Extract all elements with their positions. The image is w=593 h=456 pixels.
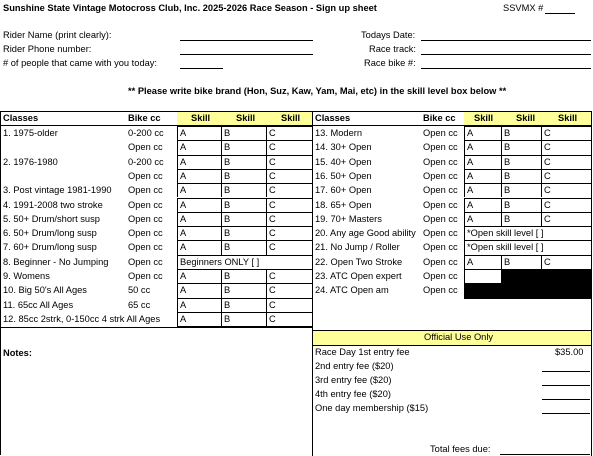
left-class-cc: Open cc <box>128 256 163 267</box>
skill-letter-b: B <box>224 271 231 281</box>
left-skill-col-border <box>177 183 178 197</box>
left-class-name: 12. 85cc 2strk, 0-150cc 4 strk All Ages <box>3 313 161 324</box>
skill-letter-b: B <box>504 156 511 167</box>
left-class-cc: Open cc <box>128 199 163 210</box>
skill-letter-b: B <box>504 170 511 181</box>
right-class-cc: Open cc <box>423 199 458 210</box>
skill-letter-a: A <box>467 185 474 196</box>
right-classes-header: Classes <box>315 113 351 123</box>
skill-letter-c: C <box>544 213 551 224</box>
right-skill-col-border <box>464 169 465 183</box>
skill-letter-b: B <box>224 199 231 210</box>
rider-phone-label: Rider Phone number: <box>3 44 92 54</box>
skill-letter-c: C <box>269 142 276 153</box>
skill-letter-c: C <box>544 156 551 167</box>
right-class-name: 22. Open Two Stroke <box>315 256 403 267</box>
left-class-name: 1. 1975-older <box>3 128 58 138</box>
skill-letter-b: B <box>224 156 231 167</box>
skill-letter-c: C <box>544 128 551 138</box>
right-class-cc: Open cc <box>423 142 458 153</box>
left-skill-col-border <box>221 298 222 312</box>
left-class-cc: 65 cc <box>128 299 151 310</box>
skill-letter-a: A <box>467 213 474 224</box>
left-skill-col-border <box>221 212 222 226</box>
left-skill-col-border <box>266 155 267 169</box>
skill-letter-b: B <box>224 185 231 196</box>
right-skill-col-border <box>541 169 542 183</box>
skill-letter-a: A <box>467 128 474 138</box>
right-skill-col-border <box>501 255 502 269</box>
skill-letter-a: A <box>467 142 474 153</box>
left-skill-col-border <box>221 169 222 183</box>
notes-area[interactable] <box>2 360 310 452</box>
second-fee-label: 2nd entry fee ($20) <box>315 361 394 371</box>
page-title: Sunshine State Vintage Motocross Club, Inc. 2025-2026 Race Season - Sign up sheet <box>3 3 377 13</box>
blacked-out-cell <box>501 269 591 283</box>
left-skill-header-2: Skill <box>236 113 256 123</box>
skill-letter-c: C <box>544 185 551 196</box>
right-skill-col-border <box>464 269 465 283</box>
left-skill-col-border <box>266 140 267 154</box>
skill-letter-c: C <box>269 299 276 310</box>
left-class-name: 8. Beginner - No Jumping <box>3 256 109 267</box>
left-classes-header: Classes <box>3 113 39 123</box>
right-skill-col-border <box>501 183 502 197</box>
skill-letter-c: C <box>269 228 276 239</box>
right-skill-first-border <box>464 126 592 127</box>
left-skill-col-border <box>177 155 178 169</box>
skill-letter-a: A <box>180 285 187 296</box>
left-skill-col-border <box>266 126 267 140</box>
left-class-cc: Open cc <box>128 242 163 253</box>
left-skill-col-border <box>177 255 178 269</box>
left-class-cc: 0-200 cc <box>128 156 164 167</box>
table-left-border <box>0 111 1 455</box>
left-class-cc: Open cc <box>128 228 163 239</box>
table-center-divider <box>312 111 313 331</box>
skill-letter-c: C <box>269 213 276 224</box>
right-class-cc: Open cc <box>423 185 458 196</box>
right-class-cc: Open cc <box>423 256 458 267</box>
skill-letter-c: C <box>269 170 276 181</box>
skill-letter-a: A <box>180 128 187 138</box>
right-class-name: 15. 40+ Open <box>315 156 372 167</box>
right-skill-col-border <box>464 155 465 169</box>
right-skill-header-3: Skill <box>558 113 578 123</box>
left-skill-col-border <box>266 169 267 183</box>
skill-letter-a: A <box>467 256 474 267</box>
right-skill-header-1: Skill <box>474 113 494 123</box>
left-skill-col-border <box>221 269 222 283</box>
skill-letter-b: B <box>224 242 231 253</box>
right-skill-col-border <box>501 126 502 140</box>
left-skill-col-border <box>221 198 222 212</box>
right-class-cc: Open cc <box>423 285 458 296</box>
membership-label: One day membership ($15) <box>315 403 429 413</box>
total-fees-field[interactable] <box>500 454 590 455</box>
right-class-name: 19. 70+ Masters <box>315 213 382 224</box>
right-skill-col-border <box>541 140 542 154</box>
right-skill-col-border <box>541 126 542 140</box>
skill-letter-b: B <box>224 142 231 153</box>
notes-label: Notes: <box>3 348 32 358</box>
left-class-cc: Open cc <box>128 213 163 224</box>
right-skill-col-border <box>541 212 542 226</box>
skill-letter-c: C <box>269 185 276 196</box>
left-skill-col-border <box>177 198 178 212</box>
right-class-cc: Open cc <box>423 170 458 181</box>
race-day-fee-label: Race Day 1st entry fee <box>315 347 410 357</box>
left-skill-col-border <box>266 240 267 254</box>
skill-letter-a: A <box>180 199 187 210</box>
left-class-name: 4. 1991-2008 two stroke <box>3 199 103 210</box>
left-skill-col-border <box>177 269 178 283</box>
second-fee-field[interactable] <box>542 371 590 372</box>
right-skill-col-border <box>501 169 502 183</box>
left-skill-col-border <box>221 312 222 326</box>
left-skill-col-border <box>221 140 222 154</box>
left-class-name: 10. Big 50's All Ages <box>3 285 87 296</box>
skill-letter-a: A <box>180 156 187 167</box>
left-skill-col-border <box>221 126 222 140</box>
skill-letter-a: A <box>180 170 187 181</box>
skill-letter-a: A <box>180 271 187 281</box>
skill-letter-a: A <box>467 199 474 210</box>
official-right-border <box>591 330 592 456</box>
right-skill-header-2: Skill <box>516 113 536 123</box>
right-skill-col-border <box>501 212 502 226</box>
skill-letter-b: B <box>504 199 511 210</box>
skill-letter-a: A <box>467 156 474 167</box>
right-skill-col-border <box>541 255 542 269</box>
skill-letter-b: B <box>504 256 511 267</box>
skill-letter-c: C <box>269 285 276 296</box>
table-top-border <box>0 111 592 112</box>
beginners-only-text: Beginners ONLY [ ] <box>180 256 260 267</box>
third-fee-field[interactable] <box>542 385 590 386</box>
left-skill-col-border <box>266 226 267 240</box>
left-skill-col-border <box>221 283 222 297</box>
left-skill-col-border <box>177 212 178 226</box>
right-skill-col-border <box>464 126 465 140</box>
left-skill-col-border <box>266 269 267 283</box>
right-class-name: 16. 50+ Open <box>315 170 372 181</box>
membership-field[interactable] <box>542 413 590 414</box>
left-skill-col-border <box>177 312 178 326</box>
left-skill-col-border <box>221 240 222 254</box>
left-skill-col-border <box>266 198 267 212</box>
right-class-cc: Open cc <box>423 228 458 239</box>
skill-letter-c: C <box>269 199 276 210</box>
right-class-name: 20. Any age Good ability <box>315 228 416 239</box>
right-skill-col-border <box>541 198 542 212</box>
right-class-name: 13. Modern <box>315 128 363 138</box>
right-skill-col-border <box>464 198 465 212</box>
right-class-cc: Open cc <box>423 128 458 138</box>
right-skill-col-border <box>464 240 465 254</box>
total-fees-label: Total fees due: <box>430 444 491 454</box>
left-class-name: 11. 65cc All Ages <box>3 299 74 310</box>
skill-letter-a: A <box>180 299 187 310</box>
official-top-border <box>312 330 592 331</box>
skill-letter-c: C <box>544 142 551 153</box>
skill-letter-b: B <box>504 128 511 138</box>
left-skill-col-border <box>221 226 222 240</box>
official-header-bottom <box>312 345 592 346</box>
official-left-border <box>312 330 313 456</box>
right-class-name: 24. ATC Open am <box>315 285 389 296</box>
fourth-fee-label: 4th entry fee ($20) <box>315 389 391 399</box>
open-skill-text: *Open skill level [ ] <box>467 242 544 253</box>
right-skill-col-border <box>464 283 465 297</box>
open-skill-text: *Open skill level [ ] <box>467 228 544 239</box>
left-class-cc: 0-200 cc <box>128 128 164 138</box>
left-skill-col-border <box>177 283 178 297</box>
skill-letter-b: B <box>504 213 511 224</box>
skill-letter-c: C <box>544 256 551 267</box>
skill-letter-a: A <box>180 142 187 153</box>
left-skill-col-border <box>177 126 178 140</box>
left-skill-col-border <box>177 169 178 183</box>
left-class-name: 3. Post vintage 1981-1990 <box>3 185 112 196</box>
skill-letter-a: A <box>180 242 187 253</box>
left-class-cc: Open cc <box>128 170 163 181</box>
left-skill-col-border <box>221 155 222 169</box>
right-skill-col-border <box>464 226 465 240</box>
skill-letter-b: B <box>224 170 231 181</box>
ssvmx-label: SSVMX # <box>503 3 544 13</box>
left-skill-col-border <box>266 312 267 326</box>
right-skill-col-border <box>464 212 465 226</box>
skill-letter-b: B <box>224 313 231 324</box>
left-skill-first-border <box>177 126 312 127</box>
skill-letter-b: B <box>224 299 231 310</box>
left-bikecc-header: Bike cc <box>128 113 161 123</box>
left-class-cc: Open cc <box>128 142 163 153</box>
left-class-name: 7. 60+ Drum/long susp <box>3 242 97 253</box>
blacked-out-cell <box>464 283 591 298</box>
right-bikecc-header: Bike cc <box>423 113 456 123</box>
race-bike-label: Race bike #: <box>364 58 416 68</box>
race-day-fee-amount: $35.00 <box>555 347 584 357</box>
right-skill-col-border <box>464 183 465 197</box>
skill-letter-a: A <box>180 213 187 224</box>
left-class-name: 5. 50+ Drum/short susp <box>3 213 100 224</box>
right-skill-col-border <box>541 155 542 169</box>
skill-letter-b: B <box>224 285 231 296</box>
skill-letter-c: C <box>544 199 551 210</box>
fourth-fee-field[interactable] <box>542 399 590 400</box>
right-skill-col-border <box>501 140 502 154</box>
skill-letter-a: A <box>467 170 474 181</box>
right-class-cc: Open cc <box>423 242 458 253</box>
skill-letter-a: A <box>180 228 187 239</box>
left-skill-col-border <box>177 298 178 312</box>
todays-date-label: Todays Date: <box>361 30 416 40</box>
left-skill-col-border <box>177 140 178 154</box>
skill-letter-c: C <box>269 128 276 138</box>
left-skill-col-border <box>266 183 267 197</box>
left-class-name: 9. Womens <box>3 271 50 281</box>
left-skill-header-3: Skill <box>281 113 301 123</box>
left-skill-col-border <box>266 212 267 226</box>
instruction-text: ** Please write bike brand (Hon, Suz, Kaw, Yam, Mai, etc) in the skill level box below ** <box>128 86 507 96</box>
third-fee-label: 3rd entry fee ($20) <box>315 375 392 385</box>
right-skill-col-border <box>464 255 465 269</box>
right-class-name: 17. 60+ Open <box>315 185 372 196</box>
left-skill-col-border <box>221 183 222 197</box>
skill-letter-b: B <box>224 228 231 239</box>
right-class-name: 21. No Jump / Roller <box>315 242 400 253</box>
left-class-name: 2. 1976-1980 <box>3 156 58 167</box>
right-class-name: 18. 65+ Open <box>315 199 372 210</box>
skill-letter-b: B <box>224 128 231 138</box>
skill-letter-c: C <box>269 242 276 253</box>
right-class-cc: Open cc <box>423 213 458 224</box>
skill-letter-b: B <box>504 185 511 196</box>
right-class-cc: Open cc <box>423 156 458 167</box>
left-skill-col-border <box>266 283 267 297</box>
left-skill-header-1: Skill <box>191 113 211 123</box>
skill-letter-a: A <box>180 313 187 324</box>
right-skill-col-border <box>464 140 465 154</box>
right-class-cc: Open cc <box>423 271 458 281</box>
official-title: Official Use Only <box>424 332 494 342</box>
left-skill-col-border <box>177 226 178 240</box>
left-class-cc: 50 cc <box>128 285 151 296</box>
skill-letter-b: B <box>504 142 511 153</box>
right-class-name: 23. ATC Open expert <box>315 271 402 281</box>
left-class-cc: Open cc <box>128 271 163 281</box>
skill-letter-b: B <box>224 213 231 224</box>
skill-letter-c: C <box>544 170 551 181</box>
left-class-name: 6. 50+ Drum/long susp <box>3 228 97 239</box>
left-table-bottom <box>0 327 313 328</box>
skill-letter-a: A <box>180 185 187 196</box>
left-skill-col-border <box>177 240 178 254</box>
skill-letter-c: C <box>269 313 276 324</box>
race-track-label: Race track: <box>369 44 417 54</box>
rider-name-label: Rider Name (print clearly): <box>3 30 112 40</box>
left-skill-col-border <box>266 298 267 312</box>
left-class-cc: Open cc <box>128 185 163 196</box>
people-count-label: # of people that came with you today: <box>3 58 158 68</box>
right-skill-col-border <box>541 183 542 197</box>
right-skill-col-border <box>501 155 502 169</box>
skill-letter-c: C <box>269 271 276 281</box>
right-skill-col-border <box>501 198 502 212</box>
right-class-name: 14. 30+ Open <box>315 142 372 153</box>
skill-letter-c: C <box>269 156 276 167</box>
